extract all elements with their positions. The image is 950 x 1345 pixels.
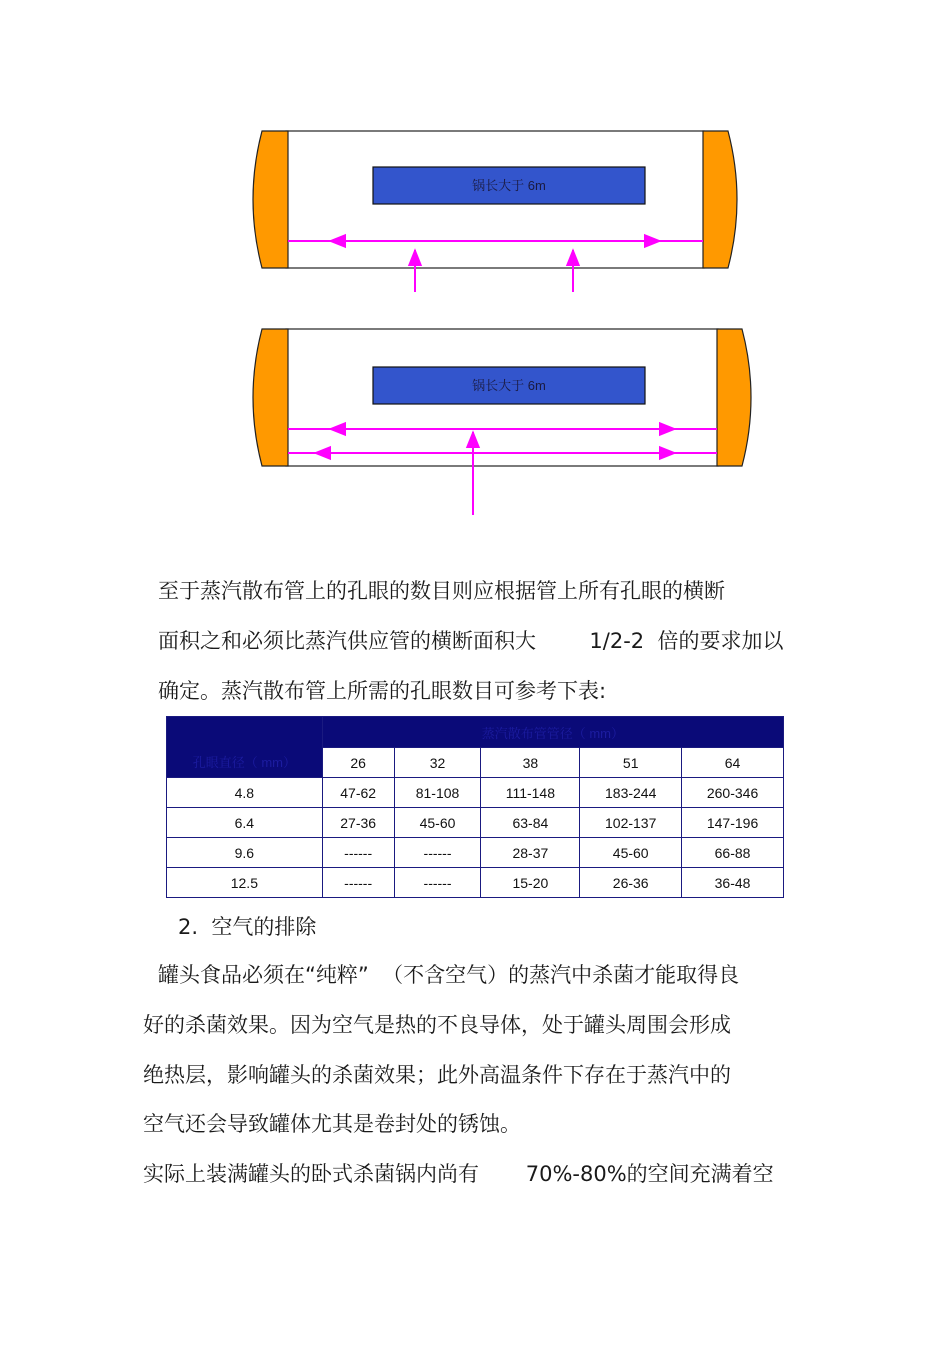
table-cell: 47-62	[322, 778, 394, 808]
column-header: 26	[322, 748, 394, 778]
table-cell: 66-88	[682, 838, 784, 868]
table-cell: 260-346	[682, 778, 784, 808]
table-cell: 102-137	[580, 808, 682, 838]
table-row	[167, 838, 784, 868]
para1-line3: 确定。蒸汽散布管上所需的孔眼数目可参考下表:	[158, 679, 607, 703]
retort-diagrams	[0, 0, 950, 540]
table-cell: 183-244	[580, 778, 682, 808]
table-cell: 45-60	[394, 808, 481, 838]
table-cell: 27-36	[322, 808, 394, 838]
para2-line1: 罐头食品必须在“纯粹” （不含空气）的蒸汽中杀菌才能取得良	[158, 963, 740, 987]
table-cell: 111-148	[481, 778, 580, 808]
table-cell: ------	[394, 868, 481, 898]
retort-end-right-2	[717, 329, 751, 466]
retort-end-right-1	[703, 131, 737, 268]
hole-count-table	[166, 716, 784, 898]
retort-end-left-1	[253, 131, 288, 268]
para1-line2: 面积之和必须比蒸汽供应管的横断面积大 1/2-2 倍的要求加以	[158, 629, 784, 653]
group-header: 蒸汽散布管管径（ mm）	[322, 717, 783, 748]
column-header: 51	[580, 748, 682, 778]
table-cell: 6.4	[167, 808, 323, 838]
table-cell: ------	[394, 838, 481, 868]
table-cell: ------	[322, 838, 394, 868]
table-cell: 9.6	[167, 838, 323, 868]
table-cell: 147-196	[682, 808, 784, 838]
column-header: 64	[682, 748, 784, 778]
table-cell: 4.8	[167, 778, 323, 808]
table-cell: 36-48	[682, 868, 784, 898]
retort-diagram-2	[253, 329, 751, 515]
retort-diagram-1	[253, 131, 737, 292]
table-row	[167, 868, 784, 898]
para2-line4: 空气还会导致罐体尤其是卷封处的锈蚀。	[143, 1112, 521, 1136]
para2-line2: 好的杀菌效果。因为空气是热的不良导体，处于罐头周围会形成	[143, 1013, 731, 1037]
retort-end-left-2	[253, 329, 288, 466]
row-header: 孔眼直径（ mm）	[167, 717, 323, 778]
length-label-2: 锅长大于 6m	[472, 378, 546, 393]
table-row	[167, 808, 784, 838]
table-cell: 28-37	[481, 838, 580, 868]
table-row	[167, 778, 784, 808]
table-cell: 12.5	[167, 868, 323, 898]
para2-line3: 绝热层，影响罐头的杀菌效果；此外高温条件下存在于蒸汽中的	[143, 1063, 731, 1087]
table-cell: 45-60	[580, 838, 682, 868]
column-header: 32	[394, 748, 481, 778]
column-header: 38	[481, 748, 580, 778]
table-cell: 26-36	[580, 868, 682, 898]
table-cell: ------	[322, 868, 394, 898]
para2-line5: 实际上装满罐头的卧式杀菌锅内尚有 70%-80%的空间充满着空	[143, 1162, 774, 1186]
table-cell: 15-20	[481, 868, 580, 898]
table-cell: 81-108	[394, 778, 481, 808]
table-cell: 63-84	[481, 808, 580, 838]
length-label-1: 锅长大于 6m	[472, 178, 546, 193]
section-heading: 2. 空气的排除	[178, 915, 317, 939]
para1-line1: 至于蒸汽散布管上的孔眼的数目则应根据管上所有孔眼的横断	[158, 579, 725, 603]
